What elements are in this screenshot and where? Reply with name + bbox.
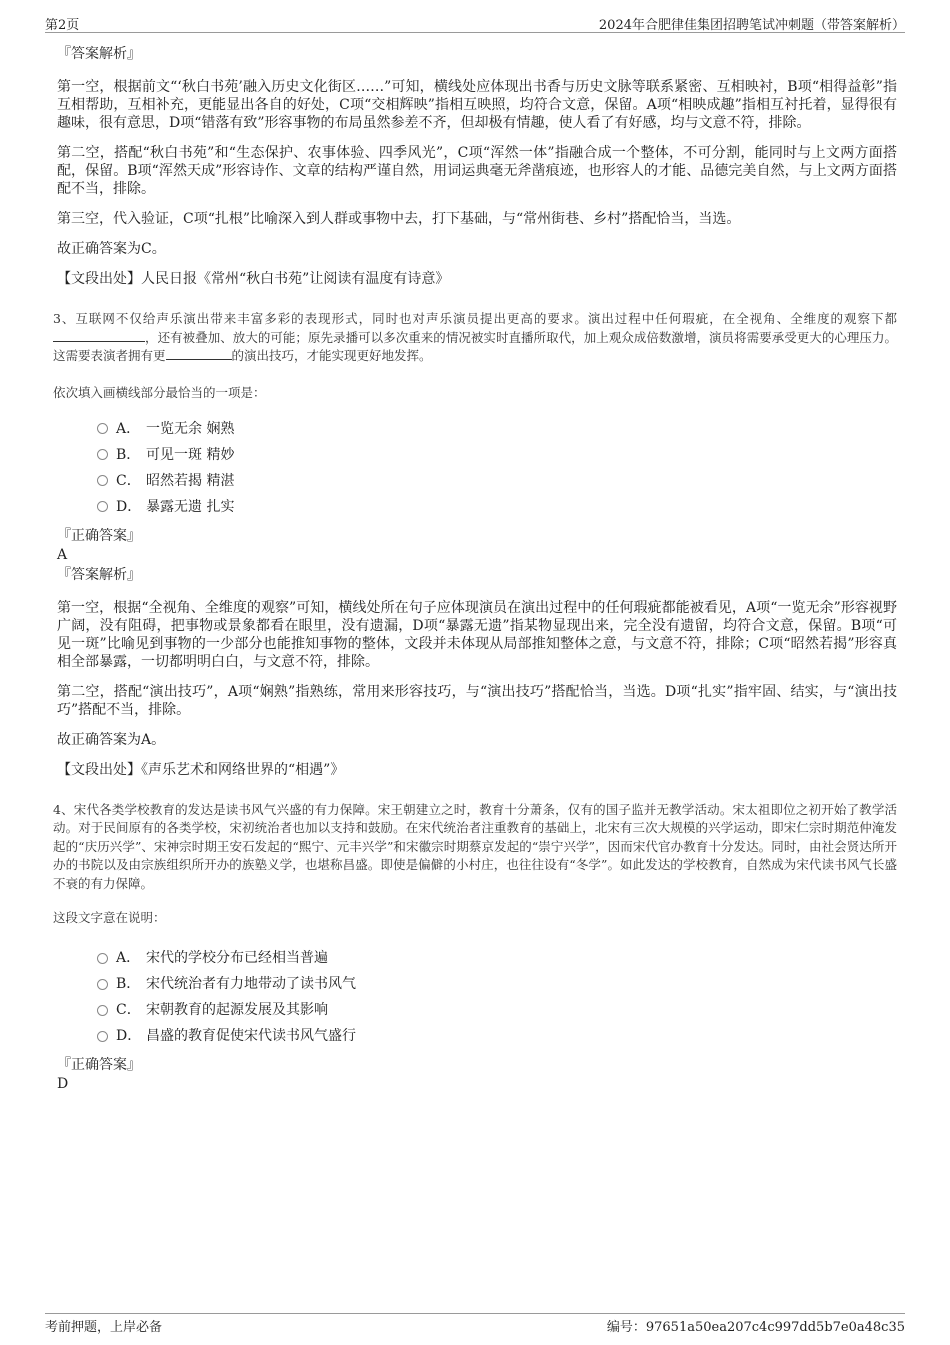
q3-option-d[interactable] xyxy=(97,494,897,520)
option-letter: D． xyxy=(116,498,142,515)
q4-correct-label: 『正确答案』 xyxy=(57,1057,141,1073)
q3-stem-part-2: ，还有被叠加、放大的可能；原先录播可以多次重来的情况被实时直播所取代，加上观众成倍数激增，演员将需要承受更大的心理压力。这需要表演者拥有更 xyxy=(53,329,897,363)
option-text: 宋朝教育的起源发展及其影响 xyxy=(146,1002,328,1018)
option-letter: A． xyxy=(116,950,141,966)
q3-conclusion: 故正确答案为A。 xyxy=(57,731,166,748)
q3-source: 【文段出处】《声乐艺术和网络世界的“相遇”》 xyxy=(57,761,345,778)
option-text: 昌盛的教育促使宋代读书风气盛行 xyxy=(146,1028,356,1044)
q4-stem: 4、宋代各类学校教育的发达是读书风气兴盛的有力保障。宋王朝建立之时，教育十分萧条，仅有的国子监并无教学活动。宋太祖即位之初开始了教学活动。对于民间原有的各类学校，宋初统治者也加以支持和鼓励。在宋代统治者注重教育的基础上，北宋有三次大规模的兴学运动，即宋仁宗时期范仲淹发起的“庆历兴学”、宋神宗时期王安石发起的“熙宁、元丰兴学”和宋徽宗时期蔡京发起的“崇宁兴学”，因而宋代官办教育十分发达。同时，由社会贤达所开办的书院以及由宗族组织所开办的族塾义学，也堪称昌盛。即使是偏僻的小村庄，也往往设有“冬学”。如此发达的学校教育，自然成为宋代读书风气长盛不衰的有力保障。 xyxy=(53,801,897,891)
q4-options xyxy=(97,945,897,1049)
q3-blank-1 xyxy=(53,329,145,342)
option-text: 宋代的学校分布已经相当普遍 xyxy=(146,950,328,966)
q4-correct-answer: D xyxy=(57,1076,69,1092)
q3-blank-2 xyxy=(166,347,232,360)
q2-source: 【文段出处】人民日报《常州“秋白书苑”让阅读有温度有诗意》 xyxy=(57,271,450,287)
q4-prompt: 这段文字意在说明： xyxy=(53,910,166,925)
q3-stem-part-1: 3、互联网不仅给声乐演出带来丰富多彩的表现形式，同时也对声乐演员提出更高的要求。演出过程中任何瑕疵，在全视角、全维度的观察下都 xyxy=(53,311,897,326)
radio-icon[interactable] xyxy=(97,953,108,964)
option-letter: A． xyxy=(116,420,141,437)
q3-analysis-para-2: 第二空，搭配“演出技巧”，A项“娴熟”指熟练，常用来形容技巧，与“演出技巧”搭配恰当，当选。D项“扎实”指牢固、结实，与“演出技巧”搭配不当，排除。 xyxy=(57,683,897,718)
radio-icon[interactable] xyxy=(97,501,108,512)
radio-icon[interactable] xyxy=(97,1031,108,1042)
option-text: 一览无余 娴熟 xyxy=(146,420,235,437)
q3-options xyxy=(97,416,897,520)
q4-option-c[interactable] xyxy=(97,997,897,1023)
footer-serial: 编号：97651a50ea207c4c997dd5b7e0a48c35 xyxy=(606,1320,905,1335)
q3-stem-part-3: 的演出技巧，才能实现更好地发挥。 xyxy=(231,348,432,363)
option-text: 宋代统治者有力地带动了读书风气 xyxy=(146,976,356,992)
q3-correct-label: 『正确答案』 xyxy=(57,527,141,544)
q4-option-d[interactable] xyxy=(97,1023,897,1049)
page-footer xyxy=(45,1313,905,1335)
option-letter: C． xyxy=(116,1002,141,1018)
q2-analysis-label: 『答案解析』 xyxy=(57,46,141,62)
option-text: 暴露无遗 扎实 xyxy=(146,498,235,515)
q3-correct-answer: A xyxy=(57,546,68,563)
q2-conclusion: 故正确答案为C。 xyxy=(57,241,166,257)
option-text: 可见一斑 精妙 xyxy=(146,446,235,463)
q3-analysis-label: 『答案解析』 xyxy=(57,566,141,583)
option-letter: B． xyxy=(116,976,141,992)
radio-icon[interactable] xyxy=(97,449,108,460)
page-header xyxy=(45,0,905,33)
option-letter: D． xyxy=(116,1028,142,1044)
q4-option-b[interactable] xyxy=(97,971,897,997)
q3-stem xyxy=(53,310,897,366)
option-text: 昭然若揭 精湛 xyxy=(146,472,235,489)
page-number: 第2页 xyxy=(45,18,80,33)
footer-slogan: 考前押题，上岸必备 xyxy=(45,1320,163,1335)
q3-option-b[interactable] xyxy=(97,442,897,468)
option-letter: C． xyxy=(116,472,141,489)
q3-analysis-para-1: 第一空，根据“全视角、全维度的观察”可知，横线处所在句子应体现演员在演出过程中的任何瑕疵都能被看见，A项“一览无余”形容视野广阔，没有阻碍，把事物或景象都看在眼里，没有遗漏，D项“暴露无遗”指某物显现出来，完全没有遗留，均符合文意，保留。B项“可见一斑”比喻见到事物的一少部分也能推知事物的整体，文段并未体现从局部推知整体之意，与文意不符，排除；C项“昭然若揭”形容真相全部暴露，一切都明明白白，与文意不符，排除。 xyxy=(57,599,897,670)
page-content xyxy=(53,44,897,1093)
q2-analysis-para-2: 第二空，搭配“秋白书苑”和“生态保护、农事体验、四季风光”，C项“浑然一体”指融合成一个整体，不可分割，能同时与上文两方面搭配，保留。B项“浑然天成”形容诗作、文章的结构严谨自然，用词运典毫无斧凿痕迹，也形容人的才能、品德完美自然，与上文两方面搭配不当，排除。 xyxy=(57,145,897,197)
radio-icon[interactable] xyxy=(97,979,108,990)
radio-icon[interactable] xyxy=(97,1005,108,1016)
q3-option-c[interactable] xyxy=(97,468,897,494)
document-title: 2024年合肥律佳集团招聘笔试冲刺题（带答案解析） xyxy=(598,18,905,33)
radio-icon[interactable] xyxy=(97,423,108,434)
q2-analysis-para-3: 第三空，代入验证，C项“扎根”比喻深入到人群或事物中去，打下基础，与“常州街巷、乡村”搭配恰当，当选。 xyxy=(57,211,741,227)
q3-prompt: 依次填入画横线部分最恰当的一项是： xyxy=(53,384,266,400)
q4-option-a[interactable] xyxy=(97,945,897,971)
radio-icon[interactable] xyxy=(97,475,108,486)
q2-analysis-para-1: 第一空，根据前文“‘秋白书苑’融入历史文化街区……”可知，横线处应体现出书香与历史文脉等联系紧密、互相映衬，B项“相得益彰”指互相帮助，互相补充，更能显出各自的好处，C项“交相辉映”指相互映照，均符合文意，保留。A项“相映成趣”指相互衬托着，显得很有趣味，很有意思，D项“错落有致”形容事物的布局虽然参差不齐，但却极有情趣，使人看了有好感，均与文意不符，排除。 xyxy=(57,79,897,131)
option-letter: B． xyxy=(116,446,141,463)
q3-option-a[interactable] xyxy=(97,416,897,442)
